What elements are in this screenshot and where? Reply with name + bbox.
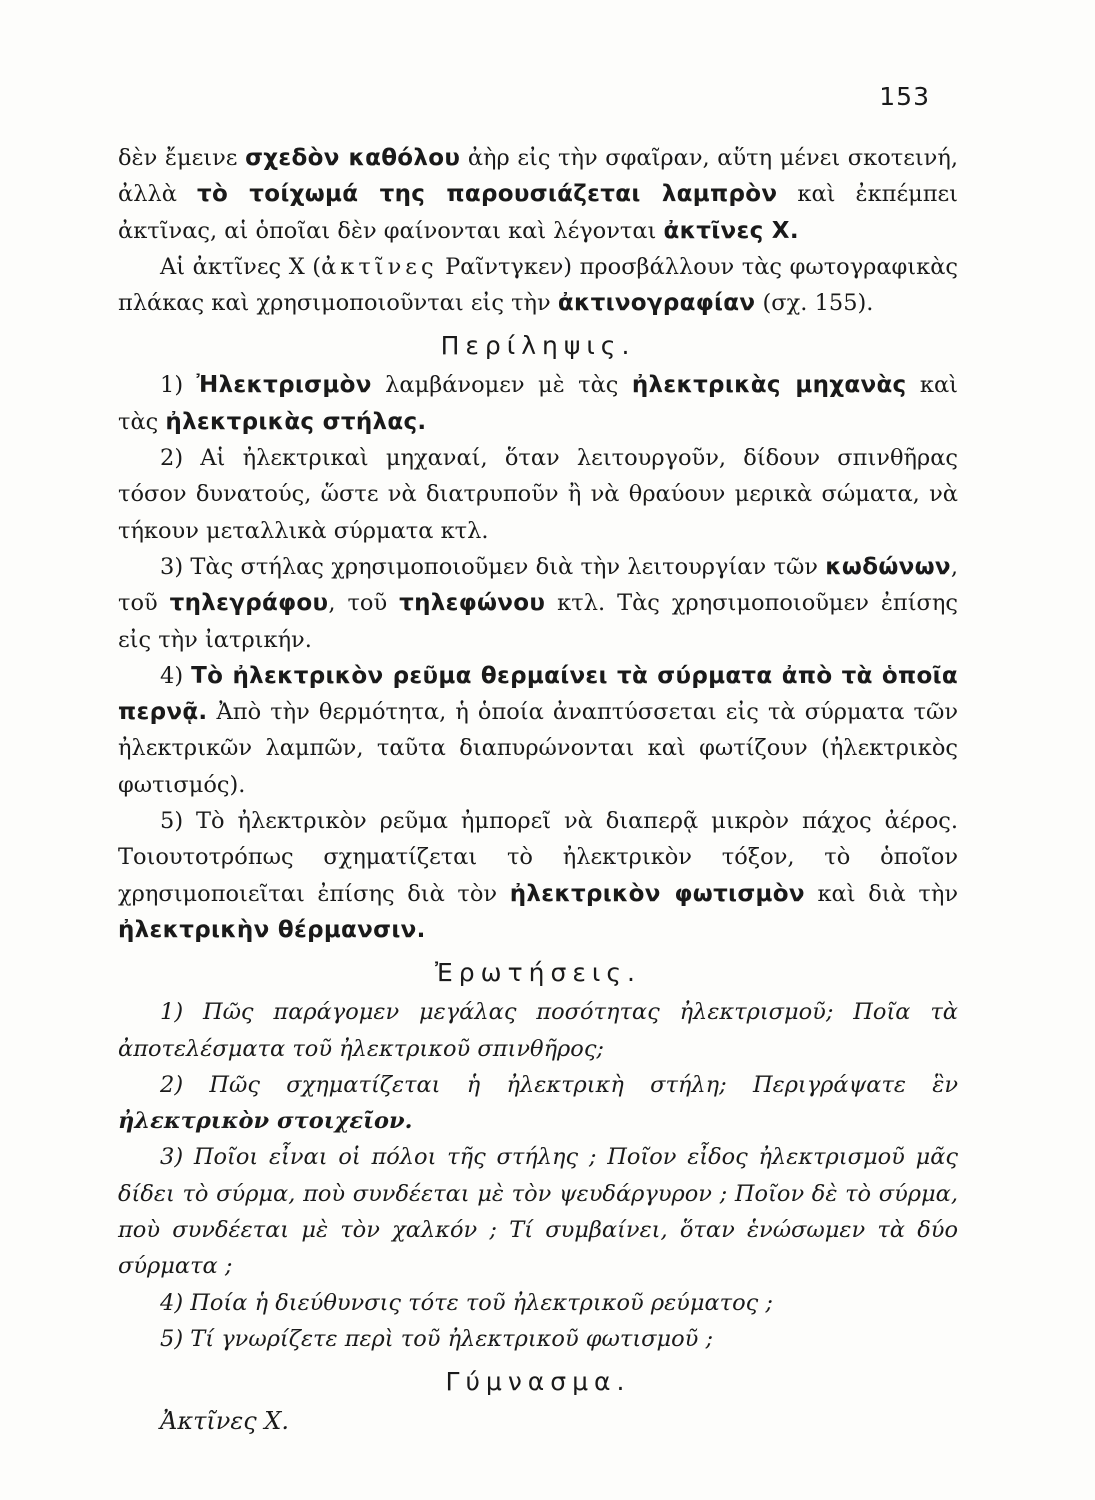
text-run: 2) Πῶς σχηματίζεται ἡ ἠλεκτρικὴ στήλη; Περιγράψατε ἓν [160, 1071, 958, 1098]
summary-item-3 [118, 549, 958, 658]
bold-term: σχεδὸν καθόλου [245, 145, 461, 171]
bold-term: Ἠλεκτρισμὸν [196, 372, 372, 399]
text-run: Ἀπὸ τὴν θερμότητα, ἡ ὁποία ἀναπτύσσεται εἰς τὰ σύρματα τῶν ἠλεκτρικῶν λαμπῶν, ταῦτα διαπυρώνονται καὶ φωτίζουν (ἠλεκτρικὸς φωτισμός). [118, 699, 958, 798]
summary-item-2 [118, 440, 958, 549]
question-4 [118, 1285, 958, 1321]
bold-term: κωδώνων [825, 553, 951, 580]
exercise-item: Ἀκτῖνες Χ. [160, 1407, 290, 1436]
text-run: 5) Τί γνωρίζετε περὶ τοῦ ἠλεκτρικοῦ φωτισμοῦ ; [160, 1325, 714, 1352]
question-3 [118, 1139, 958, 1284]
bold-term: τηλεγράφου [169, 590, 329, 617]
intro-paragraph-2 [118, 249, 958, 322]
text-run: 4) Ποία ἡ διεύθυνσις τότε τοῦ ἠλεκτρικοῦ ρεύματος ; [160, 1289, 773, 1316]
bold-term: τὸ τοίχωμά της παρουσιάζεται λαμπρὸν [196, 181, 778, 208]
text-run: , τοῦ [118, 553, 958, 617]
bold-term: ἀκτινογραφίαν [557, 290, 756, 317]
bold-term: ἠλεκτρικὴν θέρμανσιν. [118, 916, 426, 943]
text-run: δὲν ἔμεινε [118, 145, 246, 171]
text-run: ἀὴρ εἰς τὴν σφαῖραν, αὕτη μένει σκοτεινή, ἀλλὰ [118, 145, 958, 208]
text-run: Ραῖντγκεν) προσβάλλουν τὰς φωτογραφικὰς πλάκας καὶ χρησιμοποιοῦνται εἰς τὴν [118, 253, 958, 317]
text-run: 5) Τὸ ἠλεκτρικὸν ρεῦμα ἠμπορεῖ νὰ διαπερᾷ μικρὸν πάχος ἀέρος. Τοιουτοτρόπως σχηματίζεται τὸ ἠλεκτρικὸν τόξον, τὸ ὁποῖον χρησιμοποιεῖται ἐπίσης διὰ τὸν [118, 808, 958, 907]
bold-term: ἠλεκτρικὸν στοιχεῖον. [118, 1108, 413, 1135]
text-run: Αἱ ἀκτῖνες Χ ( [160, 253, 322, 280]
intro-paragraph-1 [118, 140, 958, 249]
question-1 [118, 994, 958, 1067]
questions-heading: Ἐρωτήσεις. [435, 958, 641, 988]
text-run: 2) Αἱ ἠλεκτρικαὶ μηχαναί, ὅταν λειτουργοῦν, δίδουν σπινθῆρας τόσον δυνατούς, ὥστε νὰ διατρυποῦν ἢ νὰ θραύουν μερικὰ σώματα, νὰ τήκουν μεταλλικὰ σύρματα κτλ. [118, 445, 958, 544]
text-run: κτλ. Τὰς χρησιμοποιοῦμεν ἐπίσης εἰς τὴν ἰατρικήν. [118, 590, 958, 653]
text-run: 3) Ποῖοι εἶναι οἱ πόλοι τῆς στήλης ; Ποῖον εἶδος ἠλεκτρισμοῦ μᾶς δίδει τὸ σύρμα, ποὺ συνδέεται μὲ τὸν ψευδάργυρον ; Ποῖον δὲ τὸ σύρμα, ποὺ συνδέεται μὲ τὸν χαλκόν ; Τί συμβαίνει, ὅταν ἑνώσωμεν τὰ δύο σύρματα ; [118, 1144, 958, 1280]
bold-term: ἠλεκτρικὰς μηχανὰς [631, 372, 907, 399]
text-run: 3) Τὰς στήλας χρησιμοποιοῦμεν διὰ τὴν λειτουργίαν τῶν [160, 553, 826, 580]
page-body [118, 140, 958, 1440]
text-run: , τοῦ [328, 590, 400, 617]
text-run: καὶ τὰς [118, 372, 958, 435]
summary-item-1 [118, 367, 958, 440]
text-run: (σχ. 155). [755, 290, 874, 317]
bold-term: Τὸ ἠλεκτρικὸν ρεῦμα θερμαίνει τὰ σύρματα ἀπὸ τὰ ὁποῖα περνᾷ. [118, 662, 958, 726]
bold-term: ἠλεκτρικὸν φωτισμὸν [509, 880, 805, 907]
text-run: 1) Πῶς παράγομεν μεγάλας ποσότητας ἠλεκτρισμοῦ; Ποῖα τὰ ἀποτελέσματα τοῦ ἠλεκτρικοῦ σπινθῆρος; [118, 999, 958, 1062]
summary-item-5 [118, 803, 958, 948]
text-run: καὶ ἐκπέμπει ἀκτῖνας, αἱ ὁποῖαι δὲν φαίνονται καὶ λέγονται [118, 181, 959, 244]
summary-heading: Περίληψις. [440, 331, 636, 361]
bold-term: τηλεφώνου [399, 590, 546, 617]
text-run: 4) [160, 662, 192, 689]
spaced-term: ἀκτῖνες [321, 253, 438, 280]
bold-term: ἠλεκτρικὰς στήλας. [165, 408, 427, 435]
summary-item-4 [118, 658, 958, 803]
bold-term: ἀκτῖνες Χ. [663, 217, 799, 244]
text-run: 1) [160, 372, 197, 399]
question-2 [118, 1067, 958, 1140]
text-run: λαμβάνομεν μὲ τὰς [371, 372, 632, 399]
text-run: καὶ διὰ τὴν [804, 880, 958, 907]
question-5 [118, 1321, 958, 1357]
exercise-heading: Γύμνασμα. [445, 1367, 631, 1397]
page-number: 153 [879, 82, 930, 111]
